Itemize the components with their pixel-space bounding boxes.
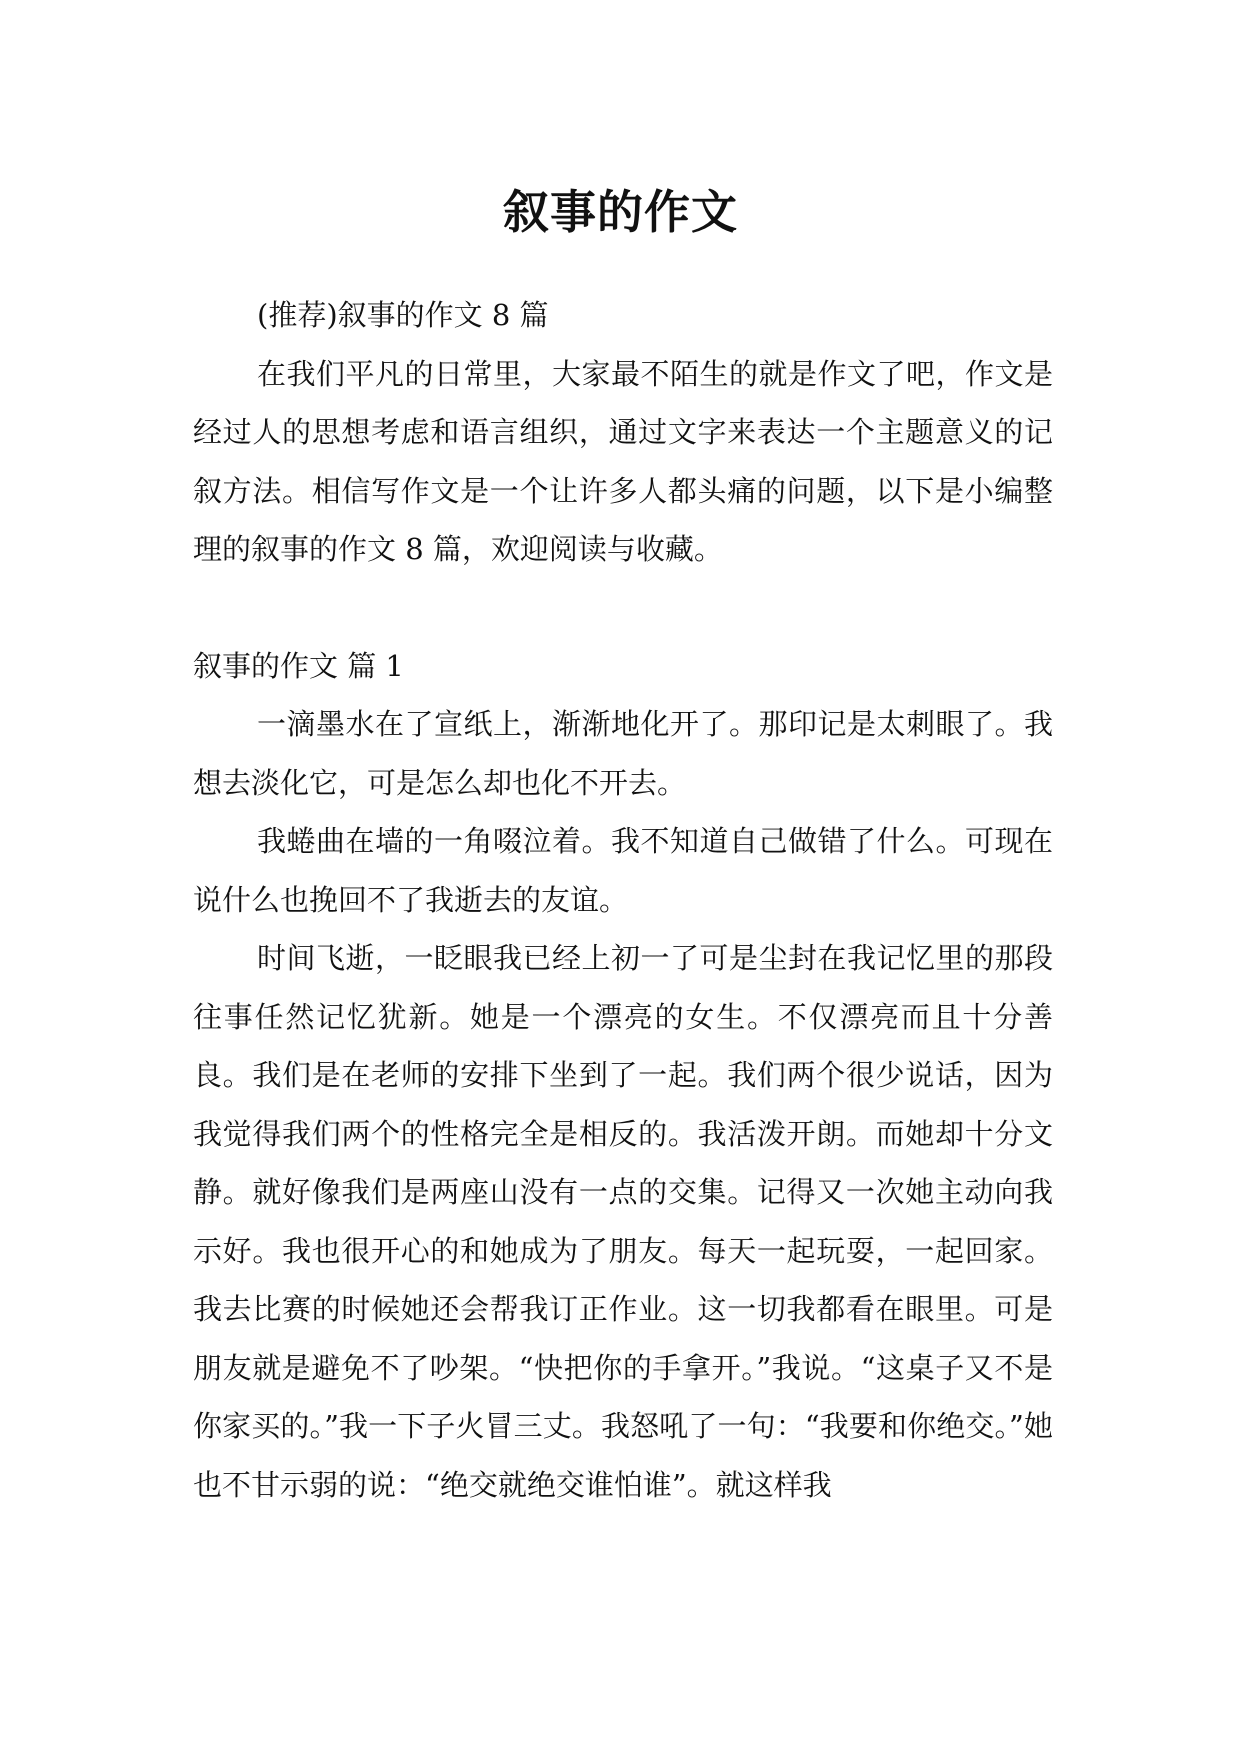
body-paragraph: 一滴墨水在了宣纸上，渐渐地化开了。那印记是太刺眼了。我想去淡化它，可是怎么却也化不开去。 (193, 707, 1053, 800)
document-title: 叙事的作文 (503, 184, 738, 239)
document-body (193, 286, 1053, 1514)
intro-paragraph: 在我们平凡的日常里，大家最不陌生的就是作文了吧，作文是经过人的思想考虑和语言组织，通过文字来表达一个主题意义的记叙方法。相信写作文是一个让许多人都头痛的问题，以下是小编整理的叙事的作文 8 篇，欢迎阅读与收藏。 (193, 356, 1053, 566)
section-heading: 叙事的作文 篇 1 (193, 648, 404, 683)
body-paragraph: 我蜷曲在墙的一角啜泣着。我不知道自己做错了什么。可现在说什么也挽回不了我逝去的友谊。 (193, 824, 1053, 917)
body-paragraph: 时间飞逝，一眨眼我已经上初一了可是尘封在我记忆里的那段往事任然记忆犹新。她是一个漂亮的女生。不仅漂亮而且十分善良。我们是在老师的安排下坐到了一起。我们两个很少说话，因为我觉得我们两个的性格完全是相反的。我活泼开朗。而她却十分文静。就好像我们是两座山没有一点的交集。记得又一次她主动向我示好。我也很开心的和她成为了朋友。每天一起玩耍，一起回家。我去比赛的时候她还会帮我订正作业。这一切我都看在眼里。可是朋友就是避免不了吵架。“快把你的手拿开。”我说。“这桌子又不是你家买的。”我一下子火冒三丈。我怒吼了一句：“我要和你绝交。”她也不甘示弱的说：“绝交就绝交谁怕谁”。就这样我 (193, 941, 1053, 1502)
document-subtitle: (推荐)叙事的作文 8 篇 (257, 298, 549, 332)
section-spacer (193, 579, 1053, 637)
